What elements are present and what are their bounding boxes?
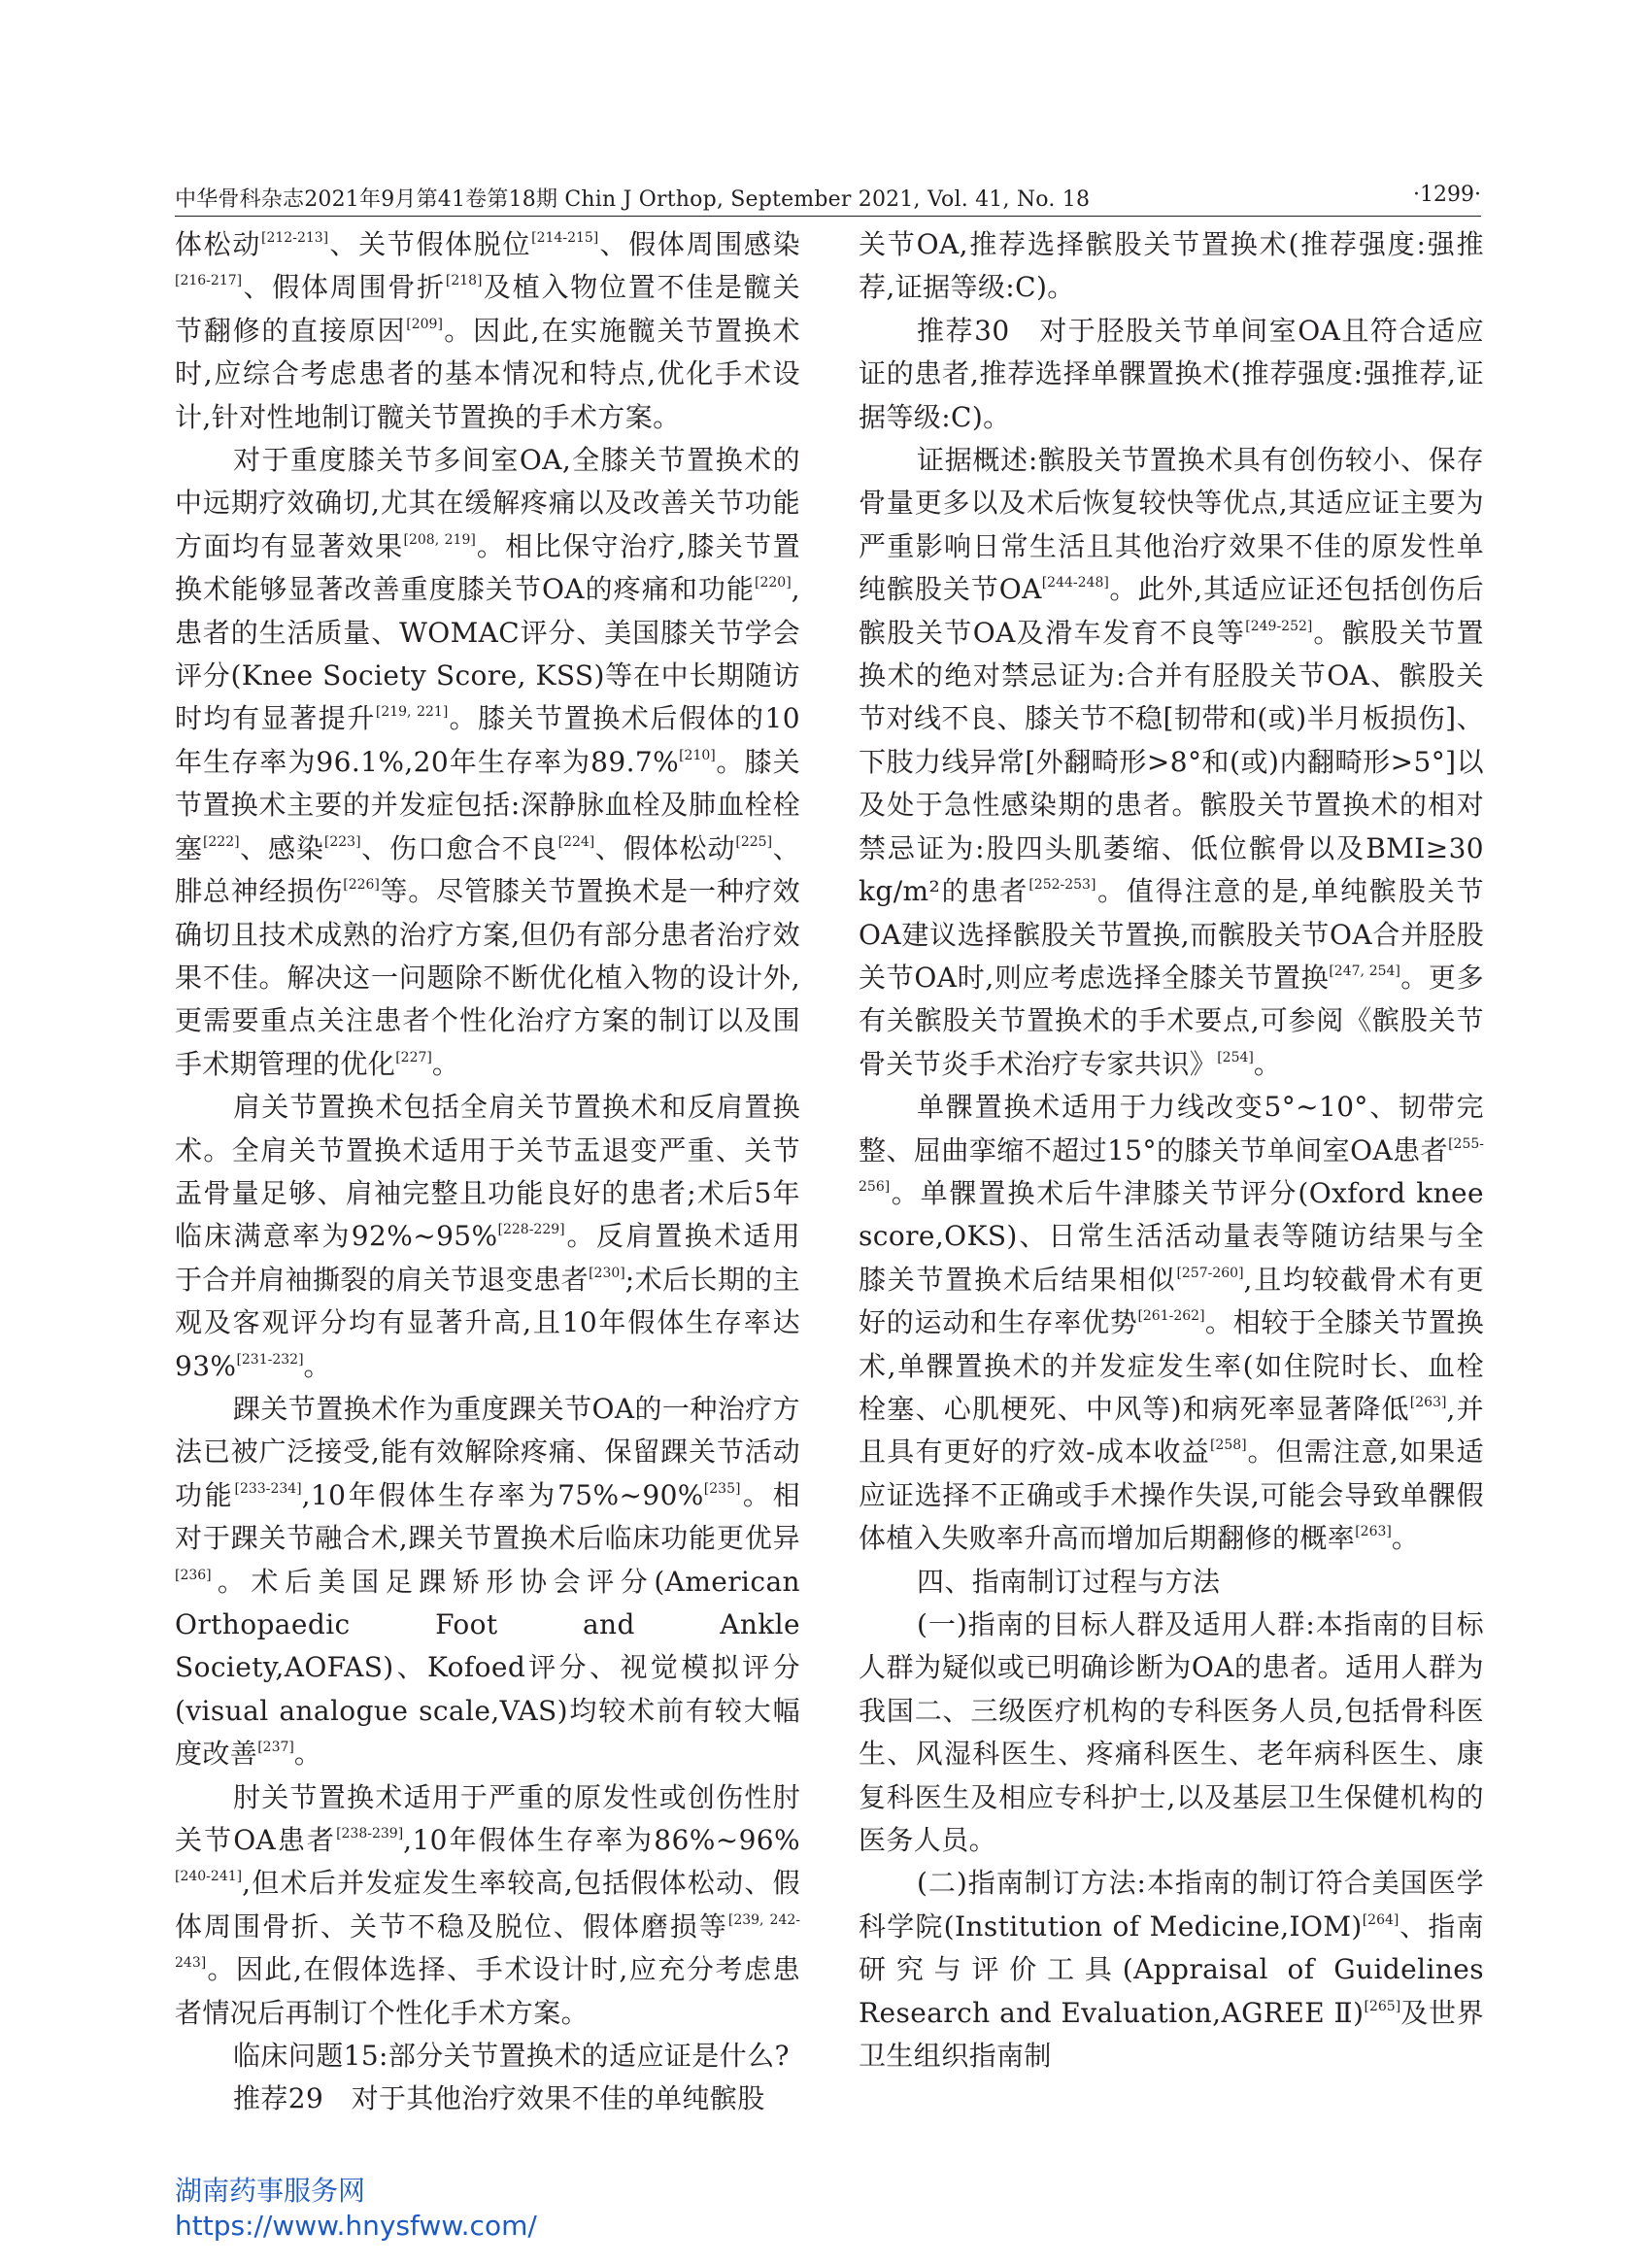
citation-ref: [255-256] xyxy=(859,1135,1484,1195)
text-run: 关节OA,推荐选择髌股关节置换术(推荐强度:强推荐,证据等级:C)。 xyxy=(859,228,1484,304)
citation-ref: [244-248] xyxy=(1041,575,1109,591)
text-run: 、伤口愈合不良 xyxy=(360,831,558,864)
citation-ref: [235] xyxy=(703,1480,741,1497)
text-run: 。此外,其适应证还包括创伤后髌股关节OA及滑车发育不良等 xyxy=(859,573,1484,649)
citation-ref: [208, 219] xyxy=(403,531,476,548)
text-run: ,并且具有更好的疗效-成本收益 xyxy=(859,1392,1484,1469)
text-run: 肩关节置换术包括全肩关节置换术和反肩置换术。全肩关节置换术适用于关节盂退变严重、关节盂骨量足够、肩袖完整且功能良好的患者;术后5年临床满意率为92%~95% xyxy=(175,1091,800,1253)
text-run: 。髌股关节置换术的绝对禁忌证为:合并有胫股关节OA、髌股关节对线不良、膝关节不稳[韧带和(或)半月板损伤]、下肢力线异常[外翻畸形>8°和(或)内翻畸形>5°]以及处于急性感染期的患者。髌股关节置换术的相对禁忌证为:股四头肌萎缩、低位髌骨以及BMI≥30 kg/m²的患者 xyxy=(859,616,1484,908)
text-run: 肘关节置换术适用于严重的原发性或创伤性肘关节OA患者 xyxy=(175,1780,800,1857)
paragraph xyxy=(859,1086,1484,1560)
text-run: 。相较于全膝关节置换术,单髁置换术的并发症发生率(如住院时长、血栓栓塞、心肌梗死、中风等)和病死率显著降低 xyxy=(859,1306,1484,1425)
citation-ref: [254] xyxy=(1217,1049,1254,1065)
citation-ref: [225] xyxy=(735,833,773,850)
citation-ref: [237] xyxy=(257,1740,294,1756)
paragraph xyxy=(175,223,800,439)
header-rule xyxy=(175,216,1481,217)
citation-ref: [239, 242- 243] xyxy=(175,1911,800,1972)
citation-ref: [226] xyxy=(343,877,380,894)
paragraph xyxy=(175,439,800,1086)
citation-ref: [227] xyxy=(395,1049,432,1065)
text-run: (一)指南的目标人群及适用人群:本指南的目标人群为疑似或已明确诊断为OA的患者。适用人群为我国二、三级医疗机构的专科医务人员,包括骨科医生、风湿科医生、疼痛科医生、老年病科医生、康复科医生及相应专科护士,以及基层卫生保健机构的医务人员。 xyxy=(859,1608,1484,1857)
citation-ref: [228-229] xyxy=(497,1222,565,1238)
citation-ref: [233-234] xyxy=(234,1480,302,1497)
text-run: ,10年假体生存率为86%~96% xyxy=(403,1824,800,1857)
citation-ref: [240-241] xyxy=(175,1869,243,1885)
text-run: 、假体周围骨折 xyxy=(242,271,446,304)
text-run: 、指南研究与评价工具(Appraisal of Guidelines Research and Evaluation,AGREE Ⅱ) xyxy=(859,1909,1485,2029)
text-run: ,且均较截骨术有更好的运动和生存率优势 xyxy=(859,1263,1484,1339)
text-run: 。 xyxy=(293,1738,322,1771)
paragraph xyxy=(859,223,1484,310)
citation-ref: [236] xyxy=(175,1567,212,1583)
text-run: 及植入物位置不佳是髋关节翻修的直接原因 xyxy=(175,271,800,347)
paragraph xyxy=(859,310,1484,439)
paragraph xyxy=(859,1561,1484,1604)
citation-ref: [210] xyxy=(679,747,716,763)
page-number: ·1299· xyxy=(1413,183,1481,207)
text-run: 。更多有关髌股关节置换术的手术要点,可参阅《髌股关节骨关节炎手术治疗专家共识》 xyxy=(859,961,1484,1080)
citation-ref: [230] xyxy=(589,1265,625,1281)
text-run: 。 xyxy=(1391,1522,1420,1555)
text-run: 证据概述:髌股关节置换术具有创伤较小、保存骨量更多以及术后恢复较快等优点,其适应证主要为严重影响日常生活且其他治疗效果不佳的原发性单纯髌股关节OA xyxy=(859,444,1484,606)
citation-ref: [212-213] xyxy=(261,230,329,246)
watermark-site-name: 湖南药事服务网 xyxy=(175,2175,366,2207)
citation-ref: [219, 221] xyxy=(375,704,449,721)
text-run: 。相比保守治疗,膝关节置换术能够显著改善重度膝关节OA的疼痛和功能 xyxy=(175,529,800,606)
text-run: 对于重度膝关节多间室OA,全膝关节置换术的中远期疗效确切,尤其在缓解疼痛以及改善关节功能方面均有显著效果 xyxy=(175,444,800,562)
text-run: 、假体松动 xyxy=(594,831,736,864)
paragraph xyxy=(175,1776,800,2035)
text-run: 体松动 xyxy=(175,228,262,260)
text-run: ,患者的生活质量、WOMAC评分、美国膝关节学会评分(Knee Society Score, KSS)等在中长期随访时均有显著提升 xyxy=(175,573,800,735)
citation-ref: [247, 254] xyxy=(1329,963,1400,979)
text-run: ;术后长期的主观及客观评分均有显著升高,且10年假体生存率达93% xyxy=(175,1263,800,1382)
citation-ref: [216-217] xyxy=(175,273,243,289)
citation-ref: [264] xyxy=(1362,1911,1399,1928)
text-run: 推荐29 对于其他治疗效果不佳的单纯髌股 xyxy=(233,2082,765,2115)
paragraph xyxy=(175,1086,800,1388)
paragraph xyxy=(175,1388,800,1776)
text-run: (二)指南制订方法:本指南的制订符合美国医学科学院(Institution of Medicine,IOM) xyxy=(859,1867,1484,1943)
text-run: 。但需注意,如果适应证选择不正确或手术操作失误,可能会导致单髁假体植入失败率升高而增加后期翻修的概率 xyxy=(859,1436,1484,1555)
text-run: 。 xyxy=(1253,1047,1282,1080)
citation-ref: [209] xyxy=(406,316,443,332)
text-run: 。 xyxy=(431,1047,460,1080)
citation-ref: [258] xyxy=(1209,1437,1247,1454)
citation-ref: [263] xyxy=(1409,1394,1447,1410)
text-run: 。因此,在实施髋关节置换术时,应综合考虑患者的基本情况和特点,优化手术设计,针对性地制订髋关节置换的手术方案。 xyxy=(175,314,800,433)
text-run: 推荐30 对于胫股关节单间室OA且符合适应证的患者,推荐选择单髁置换术(推荐强度:强推荐,证据等级:C)。 xyxy=(859,314,1484,433)
text-run: 。相对于踝关节融合术,踝关节置换术后临床功能更优异 xyxy=(175,1478,800,1555)
text-run: 。膝关节置换术主要的并发症包括:深静脉血栓及肺血栓栓塞 xyxy=(175,745,800,864)
watermark xyxy=(175,2174,537,2244)
text-run: 踝关节置换术作为重度踝关节OA的一种治疗方法已被广泛接受,能有效解除疼痛、保留踝关节活动功能 xyxy=(175,1392,800,1511)
text-run: ,但术后并发症发生率较高,包括假体松动、假体周围骨折、关节不稳及脱位、假体磨损等 xyxy=(175,1867,800,1943)
text-run: 及世界卫生组织指南制 xyxy=(859,1996,1485,2073)
citation-ref: [222] xyxy=(202,833,240,850)
citation-ref: [218] xyxy=(445,273,483,289)
text-run: 。值得注意的是,单纯髌股关节OA建议选择髌股关节置换,而髌股关节OA合并胫股关节OA时,则应考虑选择全膝关节置换 xyxy=(859,875,1484,994)
text-run: 单髁置换术适用于力线改变5°~10°、韧带完整、屈曲挛缩不超过15°的膝关节单间室OA患者 xyxy=(859,1091,1484,1166)
citation-ref: [261-262] xyxy=(1137,1308,1205,1325)
citation-ref: [263] xyxy=(1355,1524,1392,1540)
text-run: 。 xyxy=(303,1349,331,1382)
journal-citation: 中华骨科杂志2021年9月第41卷第18期 Chin J Orthop, September 2021, Vol. 41, No. 18 xyxy=(175,187,1091,212)
citation-ref: [252-253] xyxy=(1028,877,1096,894)
paragraph xyxy=(859,439,1484,1086)
text-run: 。术后美国足踝矫形协会评分(American Orthopaedic Foot and Ankle Society,AOFAS)、Kofoed评分、视觉模拟评分(visual analogue scale,VAS)均较术前有较大幅度改善 xyxy=(175,1565,800,1771)
citation-ref: [220] xyxy=(755,575,792,591)
paragraph xyxy=(175,2078,800,2120)
citation-ref: [238-239] xyxy=(336,1826,404,1842)
citation-ref: [249-252] xyxy=(1245,618,1313,634)
left-column xyxy=(175,223,800,2121)
text-run: 、腓总神经损伤 xyxy=(175,831,800,908)
text-run: 、关节假体脱位 xyxy=(328,228,532,260)
text-run: 、感染 xyxy=(239,831,324,864)
paragraph xyxy=(175,2035,800,2078)
citation-ref: [223] xyxy=(323,833,361,850)
paragraph xyxy=(859,1604,1484,1862)
citation-ref: [231-232] xyxy=(236,1351,304,1368)
text-run: ,10年假体生存率为75%~90% xyxy=(301,1478,704,1511)
text-run: 四、指南制订过程与方法 xyxy=(917,1565,1221,1598)
citation-ref: [257-260] xyxy=(1176,1265,1244,1281)
paragraph xyxy=(859,1862,1484,2078)
citation-ref: [224] xyxy=(557,833,595,850)
citation-ref: [265] xyxy=(1364,1998,1401,2014)
watermark-url-link[interactable]: https://www.hnysfww.com/ xyxy=(175,2210,537,2242)
text-run: 。因此,在假体选择、手术设计时,应充分考虑患者情况后再制订个性化手术方案。 xyxy=(175,1953,800,2029)
text-run: 临床问题15:部分关节置换术的适应证是什么? xyxy=(233,2040,790,2073)
citation-ref: [214-215] xyxy=(531,230,599,246)
text-run: 。单髁置换术后牛津膝关节评分(Oxford knee score,OKS)、日常生活活动量表等随访结果与全膝关节置换术后结果相似 xyxy=(859,1176,1484,1296)
text-run: 、假体周围感染 xyxy=(598,228,800,260)
text-run: 。膝关节置换术后假体的10年生存率为96.1%,20年生存率为89.7% xyxy=(175,702,800,778)
right-column xyxy=(859,223,1484,2078)
text-run: 。反肩置换术适用于合并肩袖撕裂的肩关节退变患者 xyxy=(175,1220,800,1296)
text-run: 等。尽管膝关节置换术是一种疗效确切且技术成熟的治疗方案,但仍有部分患者治疗效果不佳。解决这一问题除不断优化植入物的设计外,更需要重点关注患者个性化治疗方案的制订以及围手术期管理的优化 xyxy=(175,875,800,1080)
